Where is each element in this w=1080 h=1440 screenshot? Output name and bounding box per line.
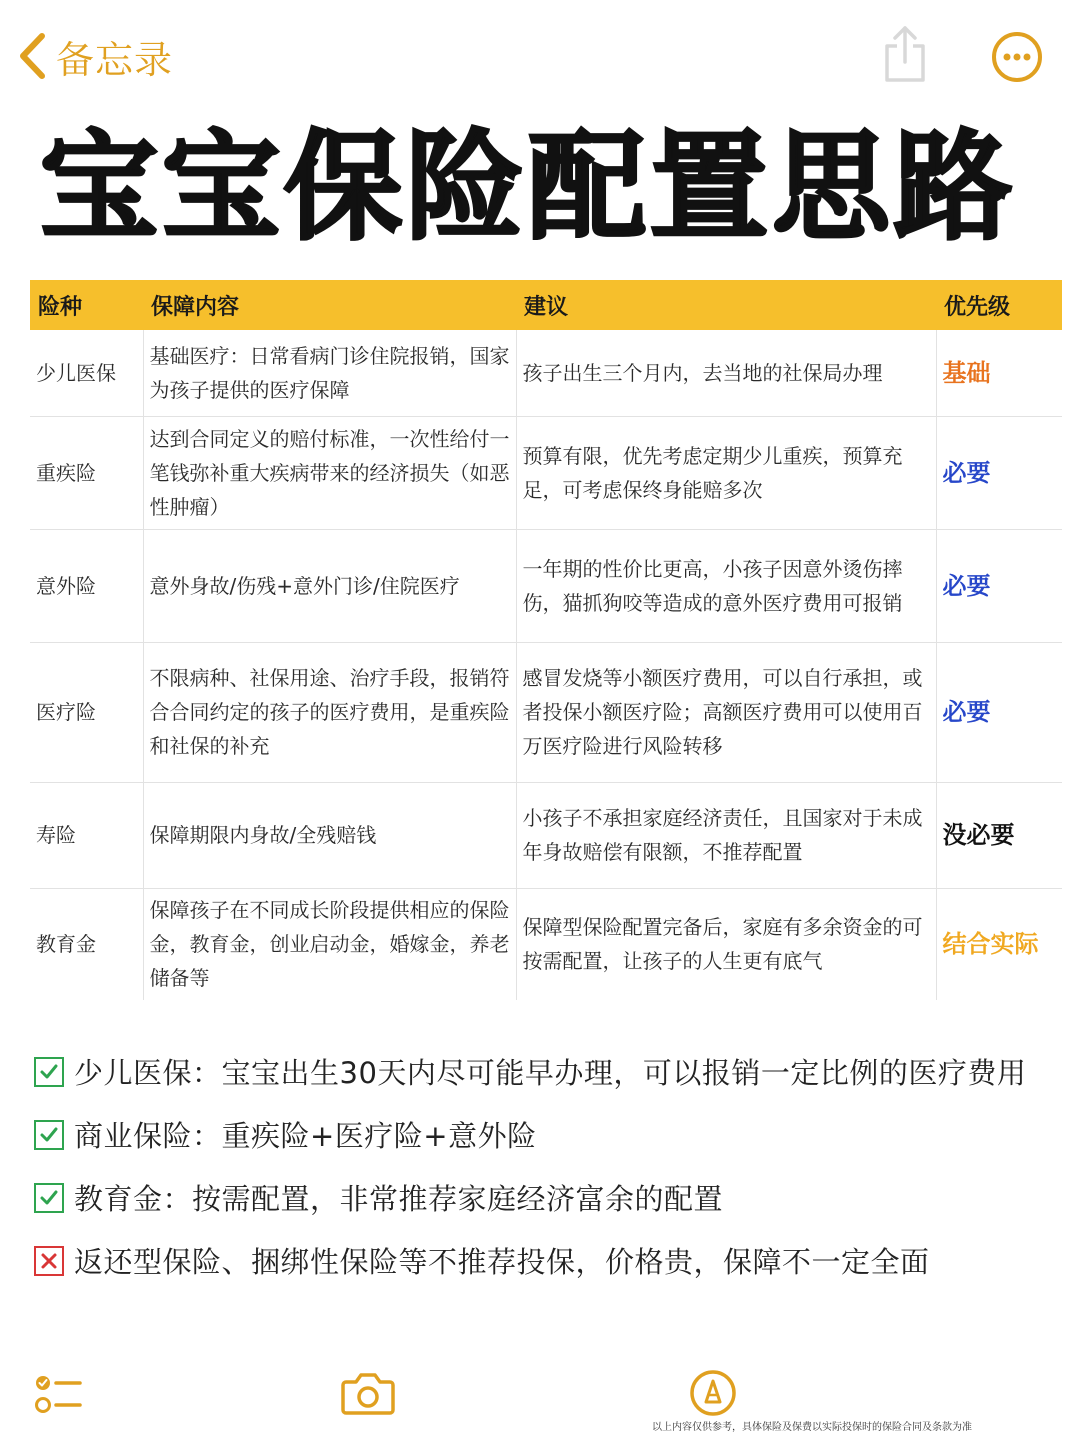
insurance-table — [30, 280, 1062, 1000]
header-advice: 建议 — [516, 280, 936, 330]
cell-coverage: 保障期限内身故/全残赔钱 — [143, 782, 516, 888]
table-row — [30, 642, 1062, 782]
markup-pen-icon — [688, 1368, 738, 1418]
header-coverage: 保障内容 — [143, 280, 516, 330]
checkbox-checked-icon[interactable] — [34, 1120, 64, 1150]
checkbox-checked-icon[interactable] — [34, 1057, 64, 1087]
cell-type: 教育金 — [36, 932, 96, 957]
cell-coverage: 达到合同定义的赔付标准，一次性给付一笔钱弥补重大疾病带来的经济损失（如恶性肿瘤） — [143, 416, 516, 529]
page-title: 宝宝保险配置思路 — [40, 118, 1017, 256]
cell-type: 意外险 — [30, 529, 143, 642]
cell-priority: 结合实际 — [936, 888, 1062, 1000]
cell-type: 少儿医保 — [30, 330, 143, 416]
back-button[interactable] — [18, 28, 173, 84]
list-item — [34, 1040, 1054, 1103]
cell-advice: 小孩子不承担家庭经济责任，且国家对于未成年身故赔偿有限额，不推荐配置 — [516, 782, 936, 888]
header-priority: 优先级 — [936, 280, 1062, 330]
share-icon — [880, 24, 930, 84]
checklist-button[interactable] — [32, 1370, 84, 1424]
camera-icon — [340, 1370, 396, 1418]
notes-list — [34, 1040, 1054, 1292]
cell-coverage: 不限病种、社保用途、治疗手段，报销符合合同约定的孩子的医疗费用，是重疾险和社保的补充 — [143, 642, 516, 782]
camera-button[interactable] — [340, 1370, 396, 1422]
chevron-left-icon — [18, 33, 46, 79]
cell-priority: 基础 — [936, 330, 1062, 416]
back-label: 备忘录 — [56, 37, 174, 82]
cell-advice: 预算有限，优先考虑定期少儿重疾，预算充足，可考虑保终身能赔多次 — [516, 416, 936, 529]
note-text: 返还型保险、捆绑性保险等不推荐投保，价格贵，保障不一定全面 — [74, 1245, 930, 1279]
cell-coverage: 保障孩子在不同成长阶段提供相应的保险金，教育金，创业启动金，婚嫁金，养老储备等 — [143, 888, 516, 1000]
note-text: 教育金：按需配置，非常推荐家庭经济富余的配置 — [74, 1182, 724, 1216]
disclaimer: 以上内容仅供参考，具体保险及保费以实际投保时的保险合同及条款为准 — [652, 1422, 972, 1433]
cell-advice: 感冒发烧等小额医疗费用，可以自行承担，或者投保小额医疗险；高额医疗费用可以使用百万医疗险进行风险转移 — [516, 642, 936, 782]
cell-priority: 没必要 — [936, 782, 1062, 888]
table-row — [30, 416, 1062, 529]
header-type: 险种 — [30, 280, 143, 330]
cell-advice: 保障型保险配置完备后，家庭有多余资金的可按需配置，让孩子的人生更有底气 — [516, 888, 936, 1000]
nav-bar — [0, 0, 1080, 110]
cell-coverage: 意外身故/伤残+意外门诊/住院医疗 — [143, 529, 516, 642]
more-icon — [990, 30, 1044, 84]
table-row — [30, 330, 1062, 416]
cell-type: 寿险 — [30, 782, 143, 888]
table-row — [30, 529, 1062, 642]
cell-type: 医疗险 — [30, 642, 143, 782]
checkbox-checked-icon[interactable] — [34, 1183, 64, 1213]
markup-button[interactable] — [688, 1368, 738, 1422]
cell-advice: 孩子出生三个月内，去当地的社保局办理 — [516, 330, 936, 416]
checkbox-cross-icon[interactable] — [34, 1246, 64, 1276]
share-button[interactable] — [880, 24, 930, 84]
cell-priority: 必要 — [936, 642, 1062, 782]
checklist-icon — [32, 1370, 84, 1420]
table-row — [30, 782, 1062, 888]
cell-coverage: 基础医疗：日常看病门诊住院报销，国家为孩子提供的医疗保障 — [143, 330, 516, 416]
note-text: 商业保险：重疾险+医疗险+意外险 — [74, 1119, 537, 1153]
more-button[interactable] — [990, 30, 1044, 84]
cell-advice: 一年期的性价比更高，小孩子因意外烫伤摔伤，猫抓狗咬等造成的意外医疗费用可报销 — [516, 529, 936, 642]
list-item — [34, 1103, 1054, 1166]
note-text: 少儿医保：宝宝出生30天内尽可能早办理，可以报销一定比例的医疗费用 — [74, 1056, 1027, 1090]
cell-type: 重疾险 — [30, 416, 143, 529]
cell-priority: 必要 — [936, 529, 1062, 642]
table-header-row — [30, 280, 1062, 330]
table-row — [30, 888, 1062, 1000]
list-item — [34, 1229, 1054, 1292]
list-item — [34, 1166, 1054, 1229]
cell-priority: 必要 — [936, 416, 1062, 529]
